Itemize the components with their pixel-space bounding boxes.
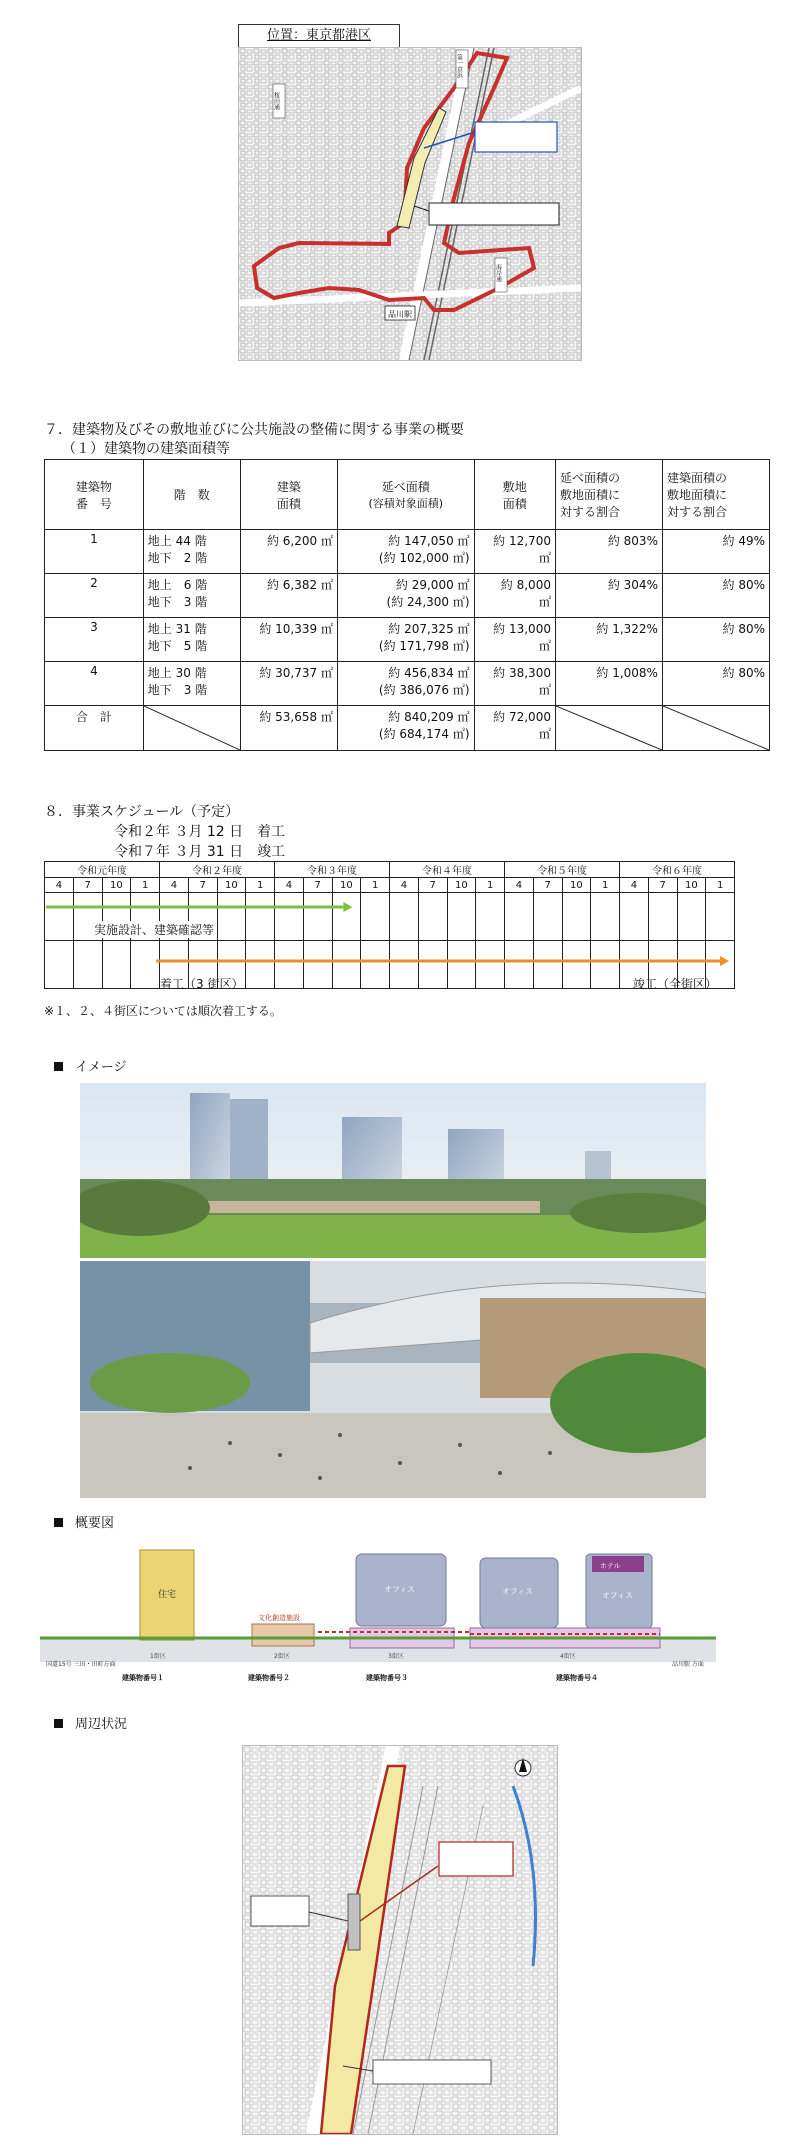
- header-floor-area: 延べ面積 (容積対象面積): [337, 460, 474, 530]
- section7-subtitle: （１）建築物の建築面積等: [62, 441, 230, 457]
- image-heading: イメージ: [54, 1056, 127, 1075]
- road-label-right: 海岸通: [494, 264, 502, 282]
- table-row: 1 地上 44 階 地下 2 階 約 6,200 ㎡ 約 147,050 ㎡ (約 102,000 ㎡) 約 12,700 ㎡ 約 803% 約 49%: [45, 530, 770, 574]
- header-floors: 階 数: [143, 460, 240, 530]
- location-map: [238, 47, 582, 361]
- schedule-year: 令和５年度: [505, 862, 620, 878]
- schedule-quarter: 4: [620, 878, 649, 893]
- bullet-icon: [54, 1518, 63, 1527]
- schedule-end: 令和７年 ３月 31 日 竣工: [114, 844, 286, 860]
- table-row: 2 地上 6 階 地下 3 階 約 6,382 ㎡ 約 29,000 ㎡ (約 24,300 ㎡) 約 8,000 ㎡ 約 304% 約 80%: [45, 574, 770, 618]
- task-end-label: 竣工（全街区）: [633, 977, 718, 991]
- schedule-quarter: 10: [102, 878, 131, 893]
- header-bldg-no: 建築物 番 号: [45, 460, 144, 530]
- schedule-bar-design-arrow: [343, 902, 352, 912]
- building-area-table: [44, 459, 770, 751]
- schedule-year: 令和３年度: [275, 862, 390, 878]
- rendering-image: [80, 1083, 706, 1498]
- schedule-quarter: 1: [131, 878, 160, 893]
- diagram-label-culture: 文化創造施設: [258, 1614, 300, 1622]
- table-row: 4 地上 30 階 地下 3 階 約 30,737 ㎡ 約 456,834 ㎡ (約 386,076 ㎡) 約 38,300 ㎡ 約 1,008% 約 80%: [45, 662, 770, 706]
- schedule-start: 令和２年 ３月 12 日 着工: [114, 824, 286, 840]
- schedule-quarter: 4: [390, 878, 419, 893]
- schedule-quarter: 7: [533, 878, 562, 893]
- schedule-quarter: 4: [505, 878, 534, 893]
- building-number-label: 建築物番号４: [556, 1674, 598, 1682]
- schedule-quarter: 1: [706, 878, 735, 893]
- diagram-left-direction: 国道15号 三田・田町方面: [46, 1661, 116, 1668]
- schedule-quarter: 7: [303, 878, 332, 893]
- schedule-quarter: 10: [217, 878, 246, 893]
- header-site-area: 敷地 面積: [474, 460, 555, 530]
- bullet-icon: [54, 1062, 63, 1071]
- schedule-quarter: 1: [591, 878, 620, 893]
- bullet-icon: [54, 1719, 63, 1728]
- section7-title: ７．建築物及びその敷地並びに公共施設の整備に関する事業の概要: [44, 422, 464, 438]
- schedule-bars: [44, 891, 735, 989]
- schedule-note: ※１、２、４街区については順次着工する。: [44, 1004, 282, 1018]
- district-label: 3街区: [388, 1653, 404, 1660]
- section8-title: ８．事業スケジュール（予定）: [44, 804, 240, 820]
- header-ratio-building: 建築面積の 敷地面積に 対する割合: [662, 460, 769, 530]
- schedule-quarter: 1: [476, 878, 505, 893]
- location-label: 位置：東京都港区: [238, 24, 400, 48]
- schedule-quarter: 7: [73, 878, 102, 893]
- building-number-label: 建築物番号２: [248, 1674, 290, 1682]
- schedule-quarter: 10: [447, 878, 476, 893]
- road-label-left: 桜田通: [272, 92, 280, 110]
- district-label: 1街区: [150, 1653, 166, 1660]
- station-label: 品川駅: [388, 310, 412, 319]
- diagram-heading: 概要図: [54, 1512, 114, 1531]
- diagram-label-office2: オフィス: [502, 1587, 534, 1596]
- schedule-quarter: 10: [677, 878, 706, 893]
- schedule-quarter: 1: [361, 878, 390, 893]
- district-label: 4街区: [560, 1653, 576, 1660]
- schedule-year: 令和元年度: [45, 862, 160, 878]
- diagram-label-hotel: ホテル: [600, 1562, 621, 1570]
- schedule-quarter: 7: [188, 878, 217, 893]
- diagram-right-direction: 品川駅 方面: [672, 1661, 704, 1668]
- surrounding-map: [242, 1745, 558, 2135]
- schedule-quarter: 4: [160, 878, 189, 893]
- schedule-quarter: 4: [45, 878, 74, 893]
- overview-diagram: [40, 1540, 716, 1693]
- schedule-year: 令和６年度: [620, 862, 735, 878]
- schedule-quarter: 7: [648, 878, 677, 893]
- task-start-label: 着工（3 街区）: [160, 977, 244, 991]
- schedule-quarter: 7: [418, 878, 447, 893]
- table-row: 3 地上 31 階 地下 5 階 約 10,339 ㎡ 約 207,325 ㎡ (約 171,798 ㎡) 約 13,000 ㎡ 約 1,322% 約 80%: [45, 618, 770, 662]
- road-label-top: 第一京浜: [455, 54, 463, 78]
- task-design-label: 実施設計、建築確認等: [94, 923, 215, 937]
- district-label: 2街区: [274, 1653, 290, 1660]
- schedule-quarter: 10: [562, 878, 591, 893]
- table-total-row: 合 計 約 53,658 ㎡ 約 840,209 ㎡ (約 684,174 ㎡) 約 72,000 ㎡: [45, 706, 770, 751]
- building-number-label: 建築物番号１: [122, 1674, 164, 1682]
- schedule-quarter: 1: [246, 878, 275, 893]
- diagram-label-office3: オフィス: [602, 1591, 634, 1600]
- header-building-area: 建築 面積: [240, 460, 337, 530]
- surround-heading: 周辺状況: [54, 1713, 127, 1732]
- schedule-quarter: 10: [332, 878, 361, 893]
- schedule-quarter: 4: [275, 878, 304, 893]
- building-number-label: 建築物番号３: [366, 1674, 408, 1682]
- schedule-year: 令和２年度: [160, 862, 275, 878]
- diagram-label-office1: オフィス: [384, 1585, 416, 1594]
- header-ratio-floor: 延べ面積の 敷地面積に 対する割合: [555, 460, 662, 530]
- schedule-year: 令和４年度: [390, 862, 505, 878]
- diagram-label-residence: 住宅: [158, 1590, 177, 1600]
- schedule-bar-construction-arrow: [720, 956, 729, 966]
- schedule-year-row: [45, 862, 735, 878]
